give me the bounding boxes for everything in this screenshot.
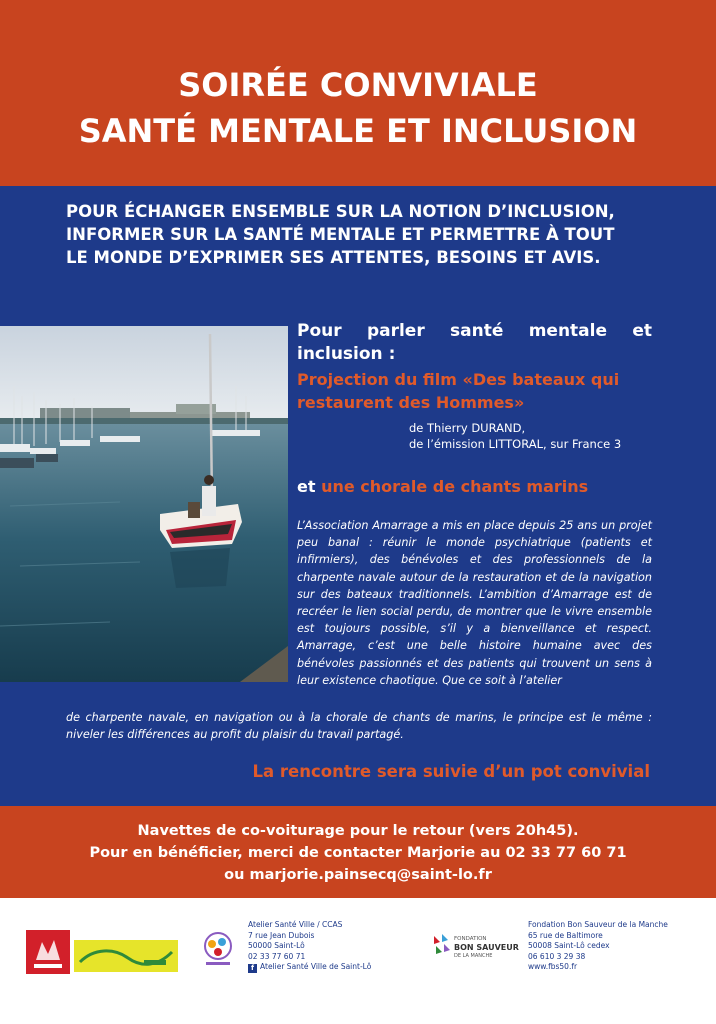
fondation-city: 50008 Saint-Lô cedex [528,941,610,950]
atelier-sante-ville-logo [200,930,236,970]
bon-sauveur-name: BON SAUVEUR [454,943,519,952]
fondation-website[interactable]: www.fbs50.fr [528,962,578,971]
boat-photo [0,326,288,682]
fondation-name: Fondation Bon Sauveur de la Manche [528,920,668,929]
fondation-phone: 06 610 3 29 38 [528,951,586,961]
footer [0,898,716,1024]
bon-sauveur-sub: DE LA MANCHE [454,953,493,959]
credit-line-1: de Thierry DURAND, [409,421,526,435]
bon-sauveur-small: FONDATION [454,936,487,942]
description-part-1: L’Association Amarrage a mis en place depuis 25 ans un projet peu banal : réunir le monde psychiatrique (patients et infirmiers), des bénévoles et des professionnels de la charpente navale autour de la restauration et de la navigation sur des bateaux traditionnels. L’ambition d’Amarrage est de recréer le lien social perdu, de montrer que le vivre ensemble est toujours possible, s’il y a bienveillance et respect. Amarrage, c’est une belle histoire humaine avec des bénévoles passionnés et des patients qui trouvent un sens à leur existence chaotique. Que ce soit à l’atelier [297,519,652,687]
title-line-2: SANTÉ MENTALE ET INCLUSION [78,112,638,150]
intro-text [66,200,666,269]
intro-line-3: LE MONDE D’EXPRIMER SES ATTENTES, BESOINS ET AVIS. [66,248,601,267]
intro-line-2: INFORMER SUR LA SANTÉ MENTALE ET PERMETTRE À TOUT [66,225,615,244]
chorale-title: une chorale de chants marins [321,477,589,496]
shuttle-info [0,820,716,886]
bon-sauveur-logo [430,930,526,964]
facebook-label: Atelier Santé Ville de Saint-Lô [260,962,372,971]
closing-note: La rencontre sera suivie d’un pot convivial [252,762,650,781]
film-title-line-2: restaurent des Hommes» [297,393,525,412]
lead-line-2: inclusion : [297,344,396,364]
facebook-icon: f [248,964,257,973]
fondation-address [528,920,698,973]
page-title [0,62,716,154]
fondation-street: 65 rue de Baltimore [528,930,603,940]
saint-lo-logo [26,930,70,974]
description-part-2: de charpente navale, en navigation ou à la chorale de chants de marins, le principe est le même : niveler les différences au profit du plaisir du travail partagé. [66,711,652,742]
shuttle-line-3[interactable]: ou marjorie.painsecq@saint-lo.fr [224,867,492,883]
atelier-phone: 02 33 77 60 71 [248,951,306,961]
atelier-facebook[interactable] [248,962,418,973]
film-credit [409,420,652,452]
intro-line-1: POUR ÉCHANGER ENSEMBLE SUR LA NOTION D’INCLUSION, [66,202,615,221]
credit-line-2: de l’émission LITTORAL, sur France 3 [409,437,622,451]
event-column [297,320,652,498]
title-line-1: SOIRÉE CONVIVIALE [178,66,538,104]
chorale-prefix: et [297,477,316,496]
partner-logo [74,940,178,972]
atelier-street: 7 rue Jean Dubois [248,930,315,940]
shuttle-line-1: Navettes de co-voiturage pour le retour (vers 20h45). [137,823,579,839]
atelier-name: Atelier Santé Ville / CCAS [248,920,343,929]
film-title [297,368,652,414]
atelier-city: 50000 Saint-Lô [248,941,305,950]
atelier-address [248,920,418,973]
shuttle-line-2: Pour en bénéficier, merci de contacter Marjorie au 02 33 77 60 71 [89,845,627,861]
lead-line-1: Pour parler santé mentale et [297,321,652,341]
chorale-line [297,476,652,498]
film-title-line-1: Projection du film «Des bateaux qui [297,370,620,389]
